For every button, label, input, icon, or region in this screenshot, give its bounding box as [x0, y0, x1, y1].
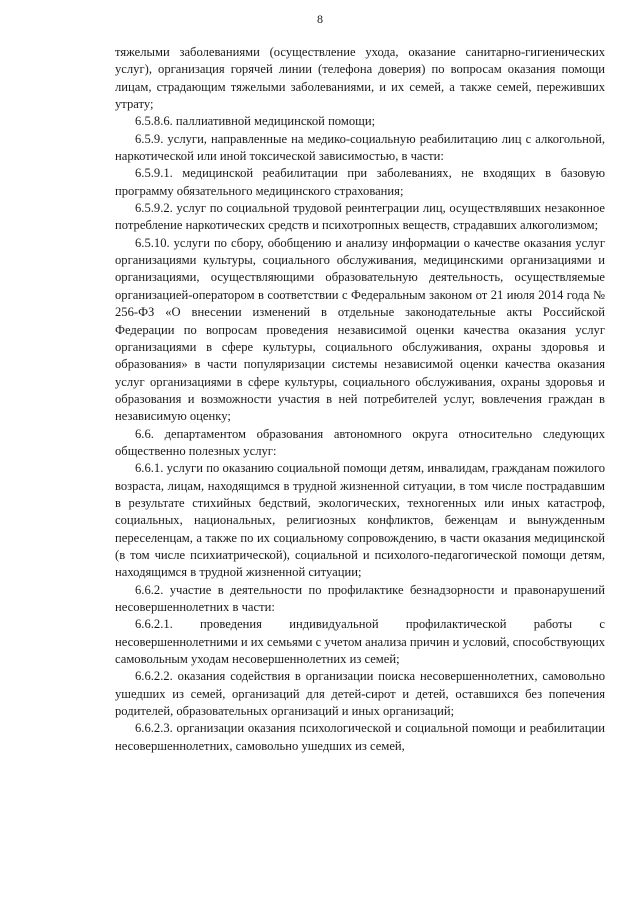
paragraph: 6.6.2. участие в деятельности по профилактике безнадзорности и правонарушений несовершеннолетних в части: — [115, 582, 605, 614]
paragraph: 6.6. департаментом образования автономного округа относительно следующих общественно полезных услуг: — [115, 426, 605, 458]
paragraph: 6.5.9.2. услуг по социальной трудовой реинтеграции лиц, осуществлявших незаконное потребление наркотических средств и психотропных веществ, страдавших алкоголизмом; — [115, 201, 605, 233]
paragraph: 6.6.2.2. оказания содействия в организации поиска несовершеннолетних, самовольно ушедших из семей, организаций для детей-сирот и детей, оставшихся без попечения родителей, образовательных организаций и иных организаций; — [115, 669, 605, 719]
page-number: 8 — [317, 12, 323, 26]
paragraph: тяжелыми заболеваниями (осуществление ухода, оказание санитарно-гигиенических услуг), организация горячей линии (телефона доверия) по вопросам оказания помощи лицам, страдающим тяжелыми заболеваниями, и их семей, а также семей, переживших утрату; — [115, 45, 605, 112]
paragraph: 6.5.9. услуги, направленные на медико-социальную реабилитацию лиц с алкогольной, наркотической или иной токсической зависимостью, в части: — [115, 131, 605, 164]
document-body — [115, 44, 605, 755]
paragraph: 6.6.1. услуги по оказанию социальной помощи детям, инвалидам, гражданам пожилого возраста, лицам, находящимся в трудной жизненной ситуации, в том числе пострадавшим в результате стихийных бедствий, экологических, техногенных или иных катастроф, социальных, национальных, религиозных конфликтов, беженцам и вынужденным переселенцам, а также по их социальному сопровождению, в части оказания медицинской (в том числе психиатрической), социальной и психолого-педагогической помощи детям, находящимся в трудной жизненной ситуации; — [115, 461, 605, 580]
paragraph: 6.5.8.6. паллиативной медицинской помощи; — [135, 114, 376, 129]
paragraph: 6.6.2.1. проведения индивидуальной профилактической работы с несовершеннолетними и их семьями с учетом анализа причин и условий, способствующих самовольным уходам несовершеннолетних из семей; — [115, 617, 606, 667]
paragraph: 6.5.10. услуги по сбору, обобщению и анализу информации о качестве оказания услуг организациями культуры, социального обслуживания, медицинскими организациями и организациями, осуществляющими образовательную деятельность, осуществляемые организацией-оператором в соответствии с Федеральным законом от 21 июля 2014 года № 256-ФЗ «О внесении изменений в отдельные законодательные акты Российской Федерации по вопросам проведения независимой оценки качества оказания услуг организациями в сфере культуры, социального обслуживания, охраны здоровья и образования» в части популяризации системы независимой оценки качества оказания услуг организациями в сфере культуры, социального обслуживания, охраны здоровья и образования и возможности участия в ней потребителей услуг, вовлечения граждан в независимую оценку; — [115, 235, 605, 424]
paragraph: 6.5.9.1. медицинской реабилитации при заболеваниях, не входящих в базовую программу обязательного медицинского страхования; — [115, 166, 605, 198]
paragraph: 6.6.2.3. организации оказания психологической и социальной помощи и реабилитации несовершеннолетних, самовольно ушедших из семей, — [115, 721, 605, 753]
